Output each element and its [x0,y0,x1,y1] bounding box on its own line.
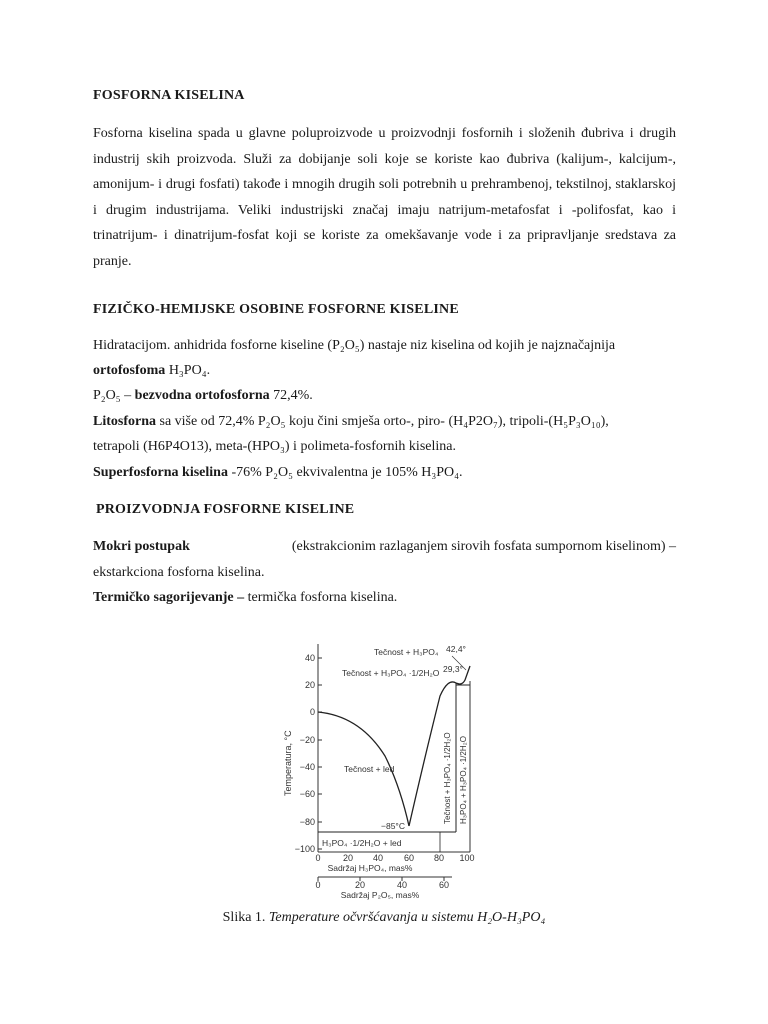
x2-tick-labels [315,880,449,890]
properties-line-6: Superfosforna kiselina -76% P₂O₅ ekvivalentna je 105% H₃PO₄. [93,465,463,480]
x1-tick-labels [315,853,474,863]
phase-diagram-figure [280,636,490,900]
x2-axis-label: Sadržaj P₂O₅, mas% [340,890,420,900]
phase-diagram-svg [280,636,490,900]
label-liquid-ice: Tečnost + led [344,764,395,774]
y-tick-labels [295,653,315,854]
properties-line-4: Litosforna sa više od 72,4% P₂O₅ koju čini smješa orto-, piro- (H₄P2O₇), tripoli-(H₅P₃O₁₀), [93,414,609,429]
intro-paragraph: Fosforna kiselina spada u glavne poluproizvode u proizvodnji fosfornih i složenih đubriva i drugih industrij skih proizvoda. Služi za dobijanje soli koje se koriste kao đubriva (kalijum-, kalcijum-, amonijum- i drugi fosfati) takođe i mnogih drugih soli potrebnih u prehrambenoj, tekstilnoj, staklarskoj i drugim industrijama. Veliki industrijski značaj imaju natrijum-metafosfat i -polifosfat, kao i trinatrijum- i dinatrijum-fosfat koji se koriste za omekšavanje vode i za pripravljanje sredstava za pranje. [93,126,676,269]
production-line-3: Termičko sagorijevanje – termička fosforna kiselina. [93,590,398,605]
label-liquid-hemihydrate: Tečnost + H₃PO₄ ·1/2H₂O [342,668,440,678]
y-tick-label: −60 [299,789,315,799]
x2-tick-label: 0 [315,880,321,890]
x1-tick-label: 20 [342,853,354,863]
label-minus-85: −85°C [381,821,405,831]
x1-tick-label: 80 [433,853,445,863]
section-heading-properties: FIZIČKO-HEMIJSKE OSOBINE FOSFORNE KISELINE [93,302,459,317]
x1-tick-label: 100 [459,853,475,863]
label-42-4: 42,4° [446,644,466,654]
properties-line-3: P₂O₅ – bezvodna ortofosforna 72,4%. [93,388,313,403]
label-liquid-h3po4: Tečnost + H₃PO₄ [374,647,439,657]
y-tick-label: 20 [304,680,315,690]
x2-tick-label: 40 [396,880,408,890]
label-bottom-region: H₃PO₄ ·1/2H₂O + led [322,838,402,848]
y-tick-label: 40 [304,653,315,663]
y-tick-label: −100 [294,844,315,854]
section-heading-production: PROIZVODNJA FOSFORNE KISELINE [96,502,355,517]
label-vertical-2: H₃PO₄ + H₃PO₄ ·1/2H₂O [459,736,468,824]
production-line-1: Mokri postupak (ekstrakcionim razlaganjem sirovih fosfata sumpornom kiselinom) – [93,539,676,554]
production-line-2: ekstarkciona fosforna kiselina. [93,565,265,580]
x1-tick-label: 60 [403,853,415,863]
x1-tick-label: 0 [315,853,321,863]
y-tick-label: −40 [299,762,315,772]
properties-line-5: tetrapoli (H6P4O13), meta-(HPO₃) i polimeta-fosfornih kiselina. [93,439,456,454]
x2-ticks [318,877,444,881]
x2-tick-label: 60 [438,880,450,890]
label-vertical-1: Tečnost + H₃PO₄ ·1/2H₂O [443,732,452,824]
y-ticks [318,658,322,849]
y-tick-label: −20 [299,735,315,745]
label-29-3: 29,3° [443,664,463,674]
y-axis-label: Temperatura, °C [283,730,293,796]
x1-axis-label: Sadržaj H₃PO₄, mas% [327,863,413,873]
y-tick-label: −80 [299,817,315,827]
figure-caption: Slika 1. Temperature očvršćavanja u sistemu H₂O-H₃PO₄ [222,910,546,925]
x2-tick-label: 20 [354,880,366,890]
properties-line-2: ortofosfoma H₃PO₄. [93,363,211,378]
properties-line-1: Hidratacijom. anhidrida fosforne kiseline (P₂O₅) nastaje niz kiselina od kojih je najznačajnija [93,338,616,353]
page-title: FOSFORNA KISELINA [93,88,245,103]
y-tick-label: 0 [309,707,315,717]
x1-tick-label: 40 [372,853,384,863]
